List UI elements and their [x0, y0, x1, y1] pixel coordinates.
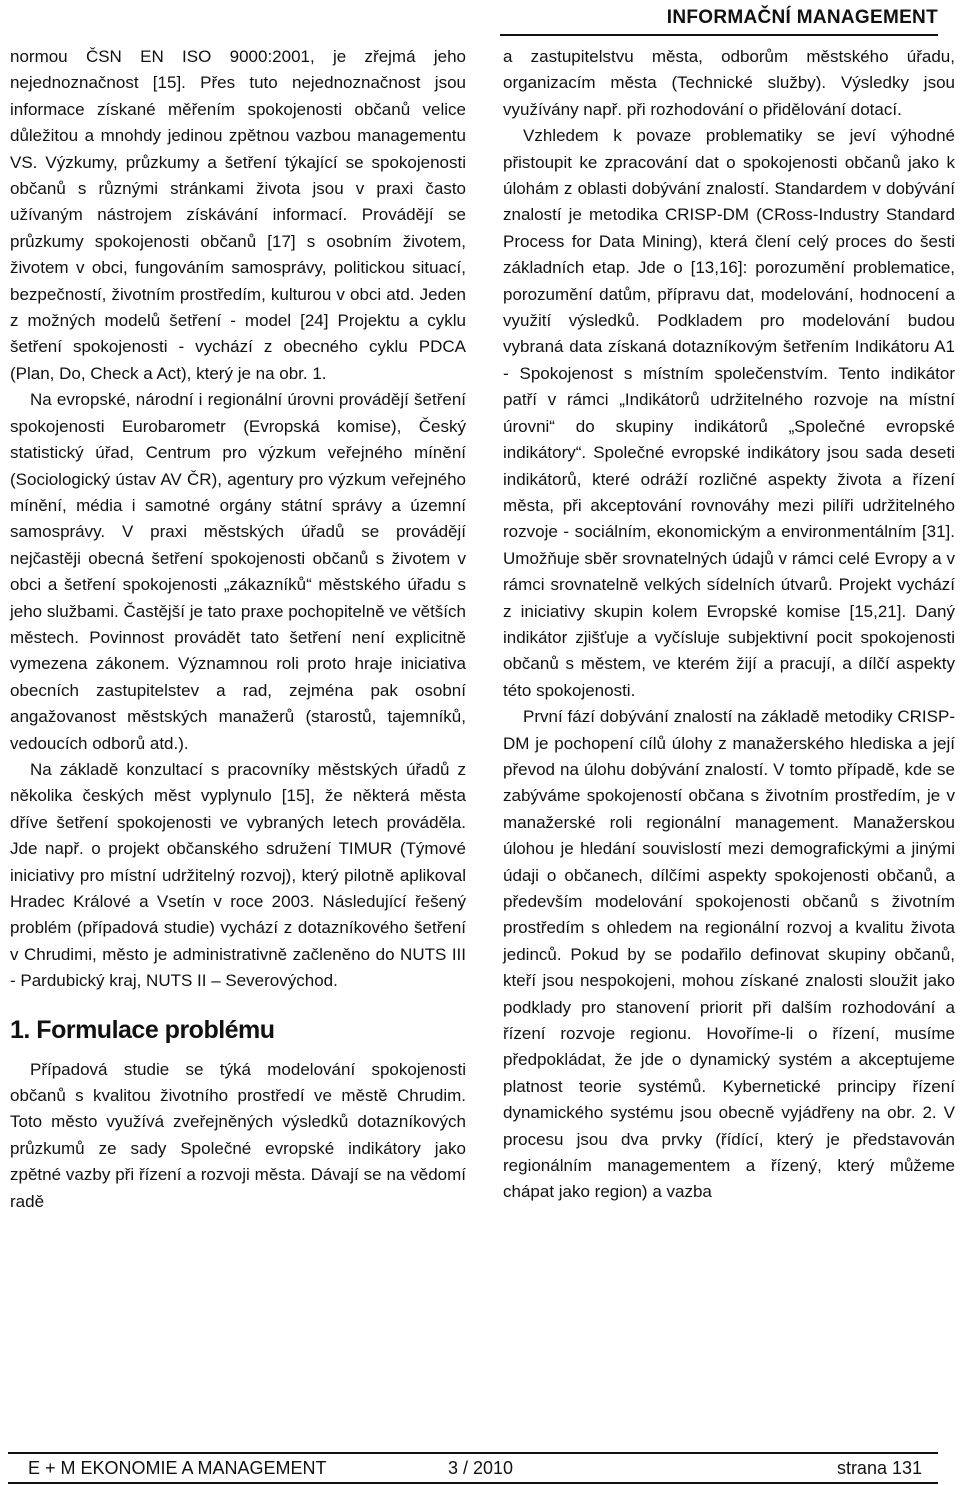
paragraph: Na základě konzultací s pracovníky městských úřadů z několika českých měst vyplynulo [15], že některá města dříve šetření spokojenosti ve vybraných letech prováděla. Jde např. o projekt občanského sdružení TIMUR (Týmové iniciativy pro místní udržitelný rozvoj), který pilotně aplikoval Hradec Králové a Vsetín v roce 2003. Následující řešený problém (případová studie) vychází z dotazníkového šetření v Chrudimi, město je administrativně začleněno do NUTS III - Pardubický kraj, NUTS II – Severovýchod. [10, 759, 466, 991]
page-footer [8, 1452, 938, 1484]
paragraph: Případová studie se týká modelování spokojenosti občanů s kvalitou životního prostředí ve městě Chrudim. Toto město využívá zveřejněných výsledků dotazníkových průzkumů ze sady Společné evropské indikátory jako zpětné vazby při řízení a rozvoji města. Dávají se na vědomí radě [10, 1059, 466, 1211]
running-header [500, 4, 938, 36]
section-title: INFORMAČNÍ MANAGEMENT [666, 7, 938, 28]
page-number: strana 131 [836, 1458, 922, 1478]
left-column [10, 44, 466, 1215]
paragraph: a zastupitelstvu města, odborům městského úřadu, organizacím města (Technické služby). Výsledky jsou využívány např. při rozhodování o přidělování dotací. [503, 47, 955, 119]
paragraph: První fází dobývání znalostí na základě metodiky CRISP-DM je pochopení cílů úlohy z manažerského hlediska a její převod na úlohu dobývání znalostí. V tomto případě, kde se zabýváme spokojeností občana s životním prostředím, je v manažerské roli regionální management. Manažerskou úlohou je hledání souvislostí mezi demografickými a jinými údaji o občanech, dílčími aspekty spokojenosti občanů, a především modelování spokojenosti občanů s životním prostředím s ohledem na regionální rozvoj a kvalitu života jedinců. Pokud by se podařilo definovat skupiny občanů, kteří jsou nespokojeni, mohou získané znalosti sloužit jako podklady pro stanovení priorit při dalším rozhodování a řízení rozvoje regionu. Hovoříme-li o řízení, musíme předpokládat, že jde o dynamický systém a akceptujeme platnost teorie systémů. Kybernetické principy řízení dynamického systému jsou obecně vyjádřeny na obr. 2. V procesu jsou dva prvky (řídící, který je představován regionálním managementem a řízený, který můžeme chápat jako region) a vazba [503, 707, 955, 1202]
issue-number: 3 / 2010 [448, 1458, 514, 1478]
paragraph: normou ČSN EN ISO 9000:2001, je zřejmá jeho nejednoznačnost [15]. Přes tuto nejednoznačnost jsou informace získané měřením spokojenosti občanů velice důležitou a mnohdy jedinou zpětnou vazbou managementu VS. Výzkumy, průzkumy a šetření týkající se spokojenosti občanů s různými stránkami života jsou v praxi často užívaným nástrojem získávání informací. Provádějí se průzkumy spokojenosti občanů [17] s osobním životem, životem v obci, fungováním samosprávy, politickou situací, bezpečností, životním prostředím, kulturou v obci atd. Jeden z možných modelů šetření - model [24] Projektu a cyklu šetření spokojenosti - vychází z obecného cyklu PDCA (Plan, Do, Check a Act), který je na obr. 1. [10, 47, 466, 383]
paragraph: Vzhledem k povaze problematiky se jeví výhodné přistoupit ke zpracování dat o spokojenosti občanů jako k úlohám z oblasti dobývání znalostí. Standardem v dobývání znalostí je metodika CRISP-DM (CRoss-Industry Standard Process for Data Mining), která člení celý proces do šesti základních etap. Jde o [13,16]: porozumění problematice, porozumění datům, přípravu dat, modelování, hodnocení a využití výsledků. Podkladem pro modelování budou vybraná data získaná dotazníkovým šetřením Indikátoru A1 - Spokojenost s místním společenstvím. Tento indikátor patří v rámci „Indikátorů udržitelného rozvoje na místní úrovni“ do skupiny indikátorů „Společné evropské indikátory“. Společné evropské indikátory jsou sada deseti indikátorů, které odráží rozličné aspekty života a řízení města, při akceptování rovnováhy mezi pilíři udržitelného rozvoje - sociálním, ekonomickým a environmentálním [31]. Umožňuje sběr srovnatelných údajů v rámci celé Evropy a v rámci srovnatelně velkých sídelních útvarů. Projekt vychází z iniciativy skupin kolem Evropské komise [15,21]. Daný indikátor zjišťuje a vyčísluje subjektivní pocit spokojenosti občanů s městem, ve kterém žijí a pracují, a dílčí aspekty této spokojenosti. [503, 126, 955, 700]
right-column [503, 44, 955, 1206]
section-heading: 1. Formulace problému [10, 1015, 275, 1044]
journal-name: E + M EKONOMIE A MANAGEMENT [28, 1458, 327, 1478]
paragraph: Na evropské, národní i regionální úrovni provádějí šetření spokojenosti Eurobarometr (Evropská komise), Český statistický úřad, Centrum pro výzkum veřejného mínění (Sociologický ústav AV ČR), agentury pro výzkum veřejného mínění, média i samotné orgány státní správy a územní samosprávy. V praxi městských úřadů se provádějí nejčastěji obecná šetření spokojenosti občanů s životem v obci a šetření spokojenosti „zákazníků“ městského úřadu s jeho službami. Častější je tato praxe pochopitelně ve větších městech. Povinnost provádět tato šetření není explicitně vymezena zákonem. Významnou roli proto hraje iniciativa obecních zastupitelstev a rad, zejména pak osobní angažovanost městských manažerů (starostů, tajemníků, vedoucích odborů atd.). [10, 390, 466, 753]
